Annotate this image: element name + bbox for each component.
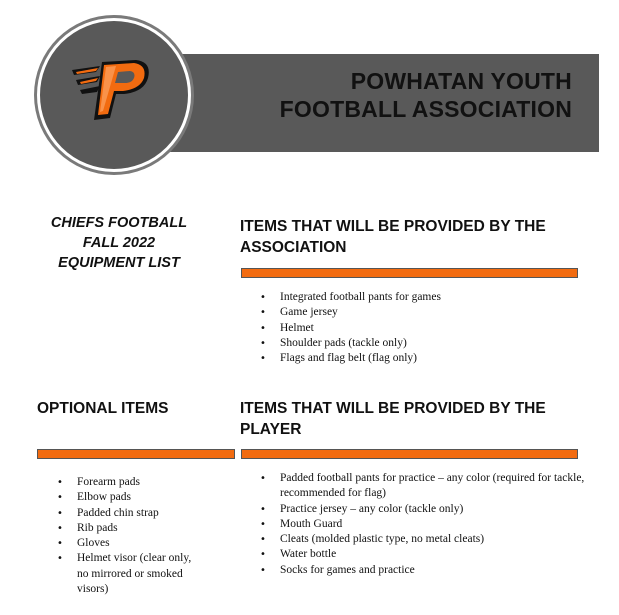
optional-divider — [37, 449, 235, 459]
list-item: • Elbow pads — [55, 490, 200, 505]
list-item: • Socks for games and practice — [258, 563, 588, 578]
list-item: • Gloves — [55, 536, 200, 551]
list-item: • Shoulder pads (tackle only) — [258, 336, 578, 351]
list-item: • Cleats (molded plastic type, no metal cleats) — [258, 532, 588, 547]
side-title-line-2: FALL 2022 — [82, 235, 156, 251]
list-item: • Water bottle — [258, 547, 588, 562]
list-item: • Flags and flag belt (flag only) — [258, 351, 578, 366]
list-item: • Padded football pants for practice – any color (required for tackle, recommended for flag) — [258, 471, 588, 502]
player-heading-line-1: ITEMS THAT WILL BE PROVIDED BY THE — [240, 400, 546, 417]
optional-heading: OPTIONAL ITEMS — [37, 400, 169, 417]
player-items-list — [258, 471, 588, 578]
side-title-line-3: EQUIPMENT LIST — [58, 255, 180, 271]
player-divider — [241, 449, 578, 459]
optional-items-list — [55, 475, 200, 597]
list-item: • Practice jersey – any color (tackle only) — [258, 502, 588, 517]
list-item: • Game jersey — [258, 305, 578, 320]
equipment-list-title — [44, 213, 194, 273]
association-items-list — [258, 290, 578, 366]
list-item: • Mouth Guard — [258, 517, 588, 532]
list-item: • Forearm pads — [55, 475, 200, 490]
list-item: • Rib pads — [55, 521, 200, 536]
association-heading — [240, 216, 546, 258]
list-item: • Helmet visor (clear only, no mirrored or smoked visors) — [55, 551, 200, 597]
title-line-1: POWHATAN YOUTH — [350, 68, 572, 94]
association-divider — [241, 268, 578, 278]
title-line-2: FOOTBALL ASSOCIATION — [279, 96, 572, 122]
page-title — [140, 54, 572, 152]
list-item: • Padded chin strap — [55, 506, 200, 521]
player-heading-line-2: PLAYER — [240, 421, 302, 438]
association-heading-line-2: ASSOCIATION — [240, 239, 347, 256]
side-title-line-1: CHIEFS FOOTBALL — [50, 215, 188, 231]
list-item: • Helmet — [258, 321, 578, 336]
list-item: • Integrated football pants for games — [258, 290, 578, 305]
chiefs-p-logo-icon — [70, 56, 154, 124]
player-heading — [240, 398, 546, 440]
association-heading-line-1: ITEMS THAT WILL BE PROVIDED BY THE — [240, 218, 546, 235]
